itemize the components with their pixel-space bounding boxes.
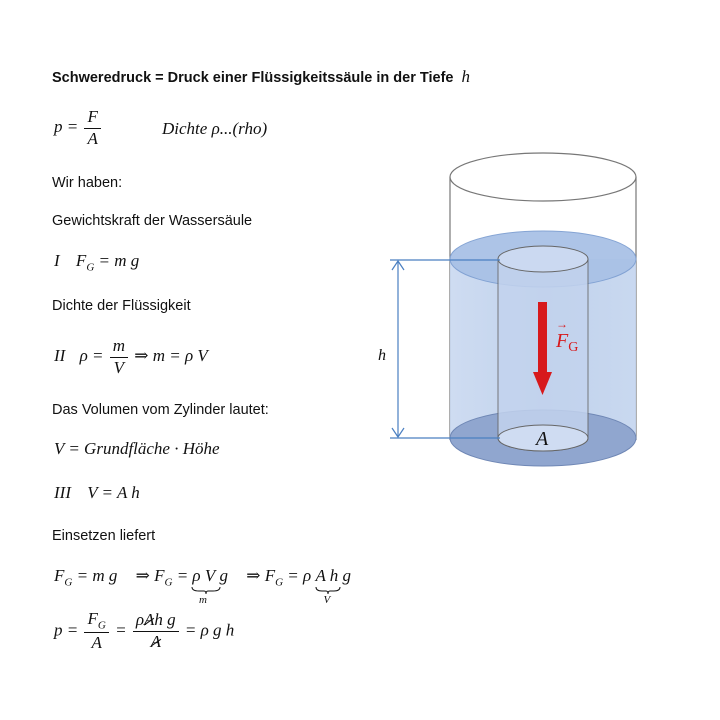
subst-under-v: V xyxy=(323,594,331,606)
subst-g-1: g xyxy=(219,566,228,585)
subst-g-2: g xyxy=(342,566,352,585)
equation-final xyxy=(54,610,234,653)
container-rim xyxy=(450,153,636,201)
subst-arrow-1: ⇒ xyxy=(135,566,150,585)
height-label: h xyxy=(378,347,386,364)
final-den2-a-cancel: A xyxy=(150,632,161,652)
subst-arrow-2: ⇒ xyxy=(246,566,261,585)
equation-pressure: p = $\frac{F}{A}$ xyxy=(54,108,103,148)
subst-part1: = m g xyxy=(76,566,118,585)
force-arrow-shaft xyxy=(538,302,547,374)
final-num2-a-cancel: A xyxy=(143,610,155,630)
final-num1: F xyxy=(87,609,98,628)
title-text: Schweredruck = Druck einer Flüssigkeitssäule in der Tiefe xyxy=(52,70,454,86)
eq1-numerator: F xyxy=(84,108,100,129)
eqII-denominator: V xyxy=(113,357,125,377)
eq1-denominator: A xyxy=(87,128,98,148)
area-label: A xyxy=(536,428,549,450)
final-lhs: p = xyxy=(54,620,79,640)
title-variable: h xyxy=(461,67,470,86)
subst-rho: = ρ xyxy=(287,566,312,585)
gewichtskraft-label: Gewichtskraft der Wassersäule xyxy=(52,213,253,229)
final-num2-rest: h g xyxy=(154,610,176,630)
page-title xyxy=(52,67,470,87)
eq1-fraction xyxy=(84,108,100,148)
final-fraction-1: $\frac{F_G}{A}$ xyxy=(84,610,108,653)
equation-II xyxy=(54,337,208,377)
density-note: Dichte ρ...(rho) xyxy=(162,119,268,138)
eqII-roman: II xyxy=(54,346,66,366)
eqIII-text: V = A h xyxy=(87,483,140,502)
eqII-lhs: ρ = xyxy=(79,346,104,366)
force-label: $F_G$ xyxy=(556,330,579,355)
eqI-text: = m g xyxy=(98,251,140,270)
eqII-numerator: m xyxy=(110,337,128,358)
subst-rhoV: = ρ V xyxy=(176,566,216,585)
subst-Ah-brace xyxy=(315,566,339,606)
wir-haben-label: Wir haben: xyxy=(52,175,123,191)
final-eq: = xyxy=(115,620,127,640)
final-den1: A xyxy=(91,633,102,653)
volumen-label: Das Volumen vom Zylinder lautet: xyxy=(52,402,269,418)
eqII-fraction xyxy=(110,337,128,377)
equation-I: I $F_G = m$ g xyxy=(54,251,140,274)
final-fraction-2 xyxy=(133,611,179,651)
subst-under-m: m xyxy=(198,594,207,606)
dichte-label: Dichte der Flüssigkeit xyxy=(52,298,191,314)
equation-volume: V = Grundfläche · Höhe xyxy=(54,439,220,458)
final-num2-rho: ρ xyxy=(135,610,144,630)
subst-Ah: A h xyxy=(315,566,339,585)
equation-substitution: $F_G = m$ g ⇒ $F_G = \rho$ V m g ⇒ $F_G = \rho$ A h V g xyxy=(54,566,352,606)
eqI-roman: I xyxy=(54,251,60,270)
inner-column-top xyxy=(498,246,588,272)
eq1-lhs: p xyxy=(54,117,63,137)
subst-rhoV-brace xyxy=(176,566,216,606)
final-result: = ρ g h xyxy=(184,620,235,640)
cylinder-figure xyxy=(370,150,660,480)
force-vector-arrow-icon: → xyxy=(556,317,568,331)
eqII-rhs: ⇒ m = ρ V xyxy=(134,346,208,366)
equation-III xyxy=(54,483,140,503)
eqIII-roman: III xyxy=(54,483,71,502)
einsetzen-label: Einsetzen liefert xyxy=(52,528,156,544)
